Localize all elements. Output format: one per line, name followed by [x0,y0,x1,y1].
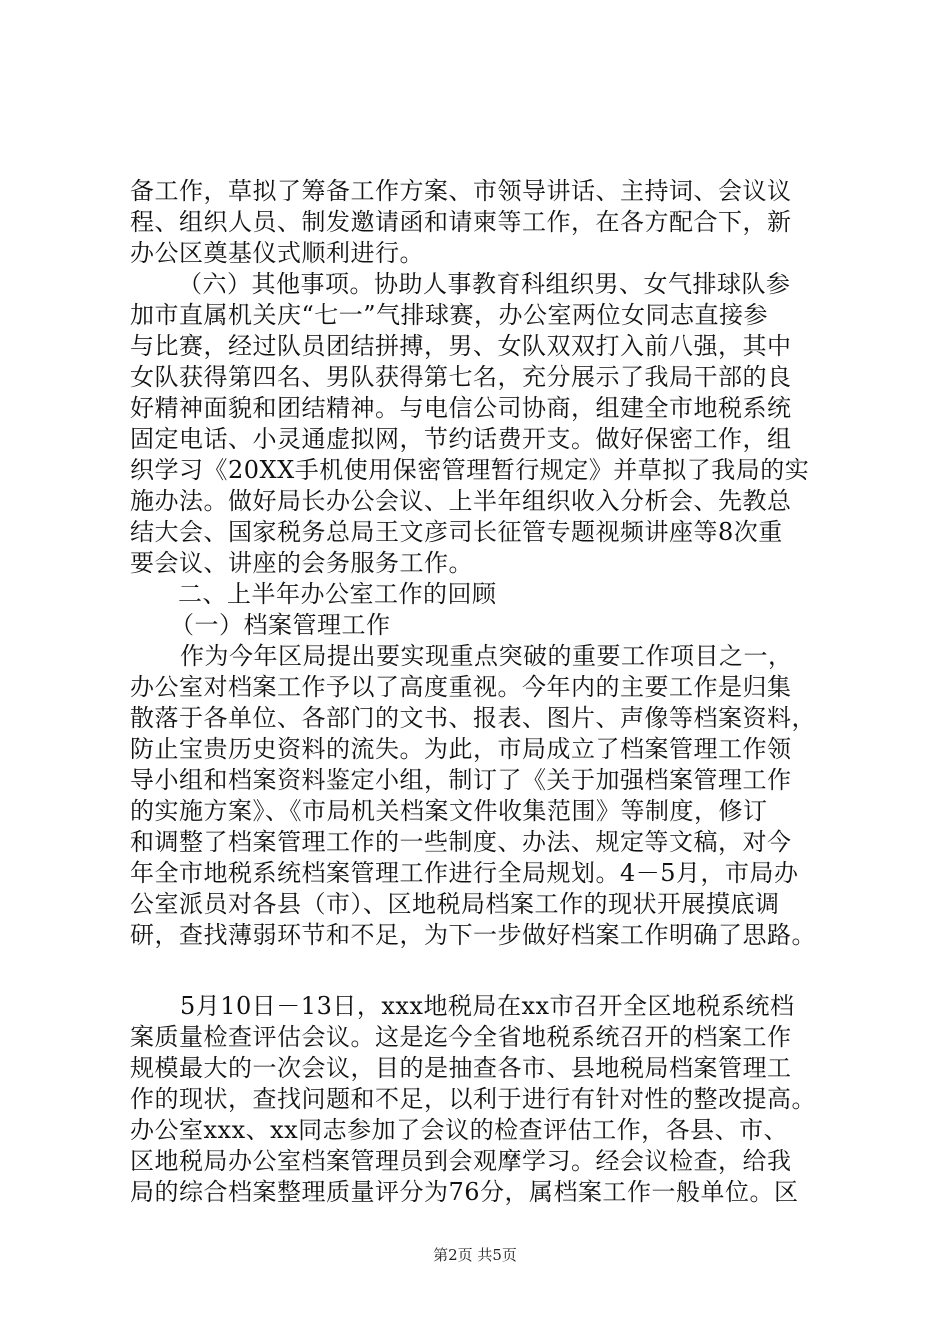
text-line: 和调整了档案管理工作的一些制度、办法、规定等文稿，对今 [130,828,792,856]
text-line: 作的现状，查找问题和不足，以利于进行有针对性的整改提高。 [130,1085,816,1113]
paragraph-2 [130,269,854,579]
text-line: 作为今年区局提出要实现重点突破的重要工作项目之一， [180,642,793,670]
text-line: 导小组和档案资料鉴定小组，制订了《关于加强档案管理工作 [130,766,792,794]
text-line: 加市直属机关庆“七一”气排球赛，办公室两位女同志直接参 [130,301,769,329]
text-line: 与比赛，经过队员团结拼搏，男、女队双双打入前八强，其中 [130,332,792,360]
text-line: 的实施方案》、《市局机关档案文件收集范围》等制度，修订 [130,797,768,825]
paragraph-3 [130,641,854,951]
section-heading: 二、上半年办公室工作的回顾 [178,580,497,608]
paragraph-1 [130,176,854,269]
text-line: 办公室xxx、xx同志参加了会议的检查评估工作，各县、市、 [130,1116,789,1144]
text-line: 散落于各单位、各部门的文书、报表、图片、声像等档案资料， [130,704,816,732]
text-line: 施办法。做好局长办公会议、上半年组织收入分析会、先教总 [130,487,792,515]
text-line: 织学习《20XX手机使用保密管理暂行规定》并草拟了我局的实 [130,456,810,484]
text-line: 研，查找薄弱环节和不足，为下一步做好档案工作明确了思路。 [130,921,816,949]
text-line: 要会议、讲座的会务服务工作。 [130,549,473,577]
text-line: 5月10日－13日，xxx地税局在xx市召开全区地税系统档 [180,992,795,1020]
subsection-heading: （一）档案管理工作 [170,611,391,639]
text-line: 固定电话、小灵通虚拟网，节约话费开支。做好保密工作，组 [130,425,792,453]
text-line: 区地税局办公室档案管理员到会观摩学习。经会议检查，给我 [130,1147,792,1175]
text-line: 规模最大的一次会议，目的是抽查各市、县地税局档案管理工 [130,1054,792,1082]
text-line: 防止宝贵历史资料的流失。为此，市局成立了档案管理工作领 [130,735,792,763]
paragraph-spacer [130,951,854,991]
text-line: 办公区奠基仪式顺利进行。 [130,239,424,267]
text-line: 好精神面貌和团结精神。与电信公司协商，组建全市地税系统 [130,394,792,422]
text-line: 办公室对档案工作予以了高度重视。今年内的主要工作是归集 [130,673,792,701]
text-line: 备工作，草拟了筹备工作方案、市领导讲话、主持词、会议议 [130,177,792,205]
page-number-footer: 第2页 共5页 [433,1246,517,1264]
document-body [130,176,854,1208]
text-line: 程、组织人员、制发邀请函和请柬等工作，在各方配合下，新 [130,208,792,236]
text-line: 女队获得第四名、男队获得第七名，充分展示了我局干部的良 [130,363,792,391]
paragraph-4 [130,991,854,1208]
text-line: 公室派员对各县（市）、区地税局档案工作的现状开展摸底调 [130,890,780,918]
text-line: 年全市地税系统档案管理工作进行全局规划。4－5月，市局办 [130,859,799,887]
text-line: 案质量检查评估会议。这是迄今全省地税系统召开的档案工作 [130,1023,792,1051]
text-line: 结大会、国家税务总局王文彦司长征管专题视频讲座等8次重 [130,518,783,546]
text-line: 局的综合档案整理质量评分为76分，属档案工作一般单位。区 [130,1178,799,1206]
text-line: （六）其他事项。协助人事教育科组织男、女气排球队参 [178,270,791,298]
